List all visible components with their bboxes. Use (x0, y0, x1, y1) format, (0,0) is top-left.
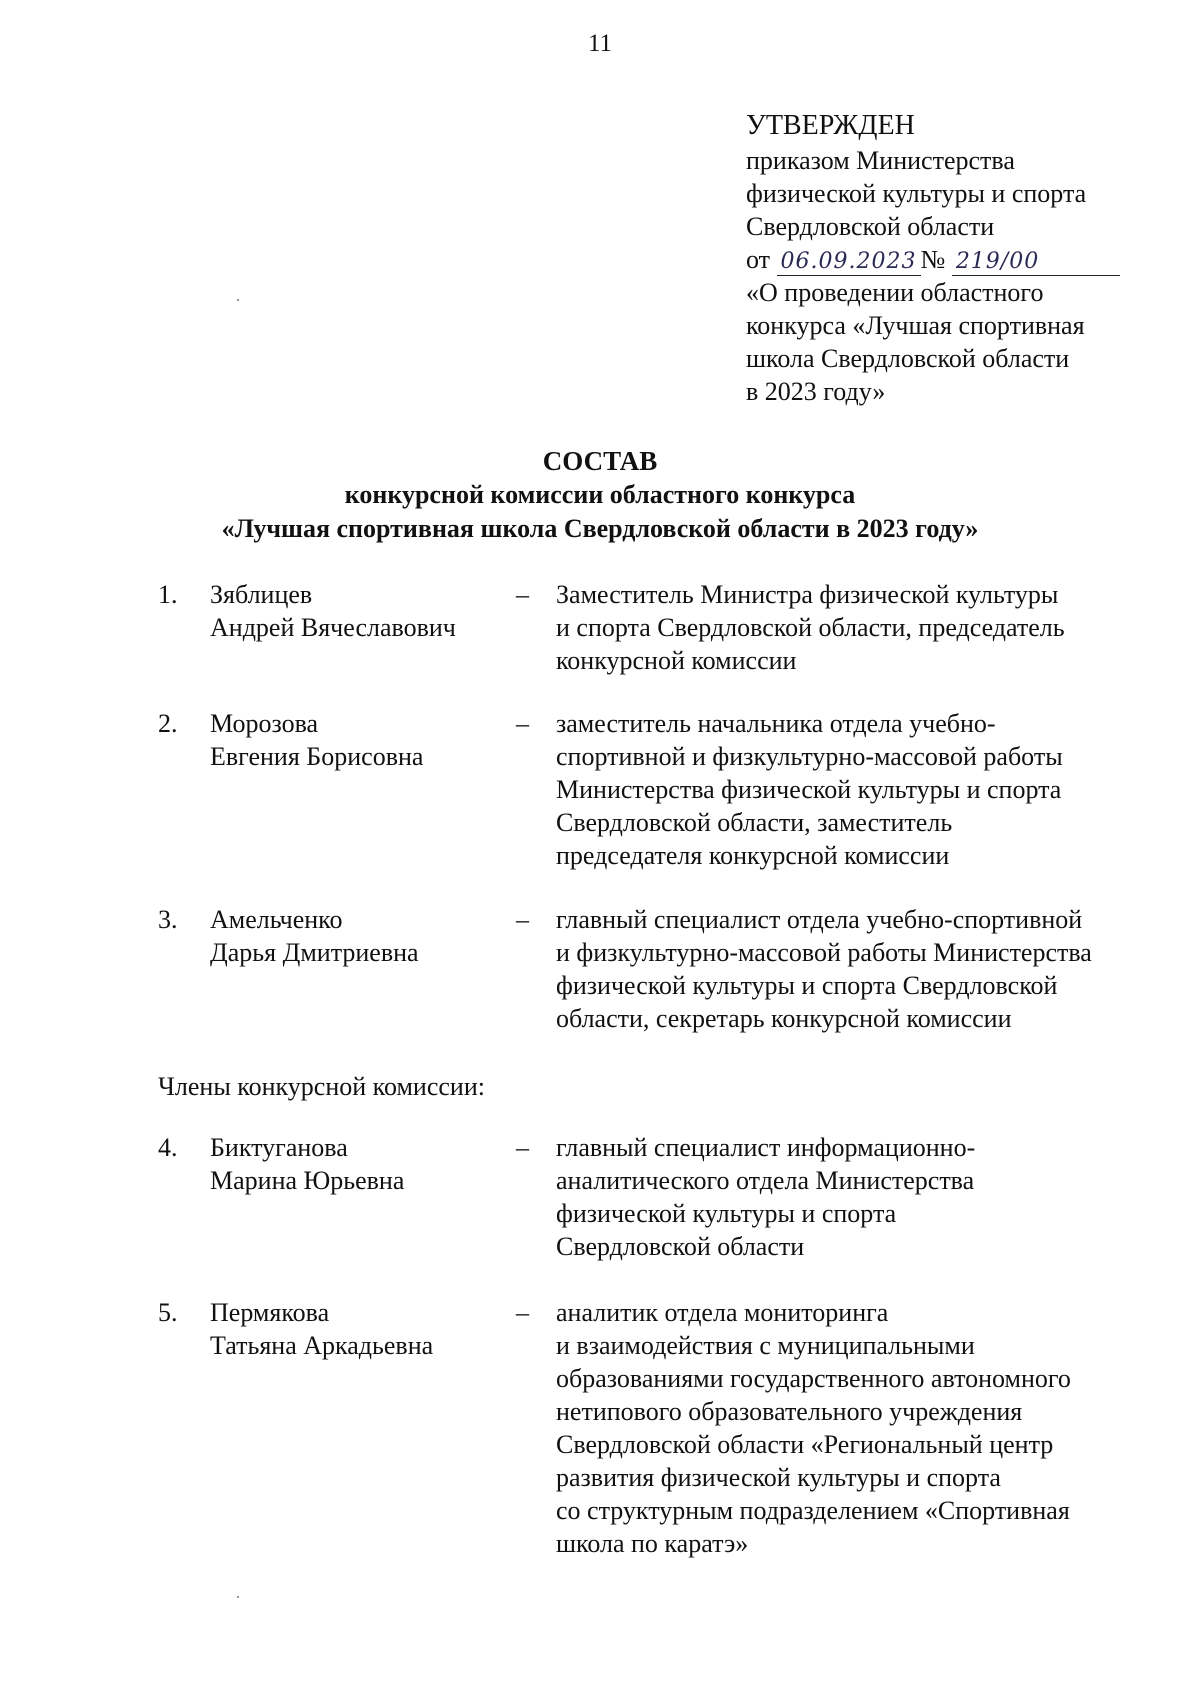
member-given-names: Татьяна Аркадьевна (210, 1331, 434, 1360)
role-line: Свердловской области, заместитель (556, 808, 953, 837)
entry-dash: – (516, 905, 529, 934)
entry-number: 4. (158, 1133, 178, 1162)
member-surname: Пермякова (210, 1298, 330, 1327)
role-line: со структурным подразделением «Спортивная (556, 1496, 1070, 1525)
member-surname: Биктуганова (210, 1133, 348, 1162)
role-line: спортивной и физкультурно-массовой работы (556, 742, 1063, 771)
page-number: 11 (587, 30, 613, 57)
title-line: конкурсной комиссии областного конкурса (344, 480, 856, 509)
entry-dash: – (516, 709, 529, 738)
scan-speck (237, 1596, 239, 1598)
role-line: председателя конкурсной комиссии (556, 841, 950, 870)
role-line: развития физической культуры и спорта (556, 1463, 1001, 1492)
role-line: и физкультурно-массовой работы Министерства (556, 938, 1092, 967)
member-role (556, 578, 1156, 677)
title-line: СОСТАВ (542, 446, 658, 476)
member-given-names: Андрей Вячеславович (210, 613, 456, 642)
date-prefix: от (746, 245, 771, 274)
role-line: аналитического отдела Министерства (556, 1166, 975, 1195)
role-line: конкурсной комиссии (556, 646, 797, 675)
entry-dash: – (516, 580, 529, 609)
entry-dash: – (516, 1133, 529, 1162)
member-role (556, 1131, 1156, 1263)
member-role (556, 707, 1156, 872)
role-line: Министерства физической культуры и спорта (556, 775, 1062, 804)
role-line: главный специалист отдела учебно-спортивной (556, 905, 1083, 934)
approval-line: приказом Министерства (746, 146, 1015, 175)
title-line: «Лучшая спортивная школа Свердловской области в 2023 году» (221, 514, 979, 543)
role-line: заместитель начальника отдела учебно- (556, 709, 996, 738)
member-surname: Амельченко (210, 905, 343, 934)
entry-number: 2. (158, 709, 178, 738)
role-line: физической культуры и спорта (556, 1199, 897, 1228)
member-role (556, 903, 1156, 1035)
member-given-names: Евгения Борисовна (210, 742, 424, 771)
role-line: физической культуры и спорта Свердловской (556, 971, 1058, 1000)
member-name (210, 707, 510, 773)
role-line: нетипового образовательного учреждения (556, 1397, 1023, 1426)
approval-line: физической культуры и спорта (746, 179, 1087, 208)
role-line: аналитик отдела мониторинга (556, 1298, 889, 1327)
member-role (556, 1296, 1156, 1560)
entry-number: 3. (158, 905, 178, 934)
handwritten-order-number: 219/00 (952, 249, 1120, 276)
approval-date-line (746, 243, 1166, 276)
role-line: Заместитель Министра физической культуры (556, 580, 1059, 609)
member-surname: Зяблицев (210, 580, 313, 609)
approval-line: Свердловской области (746, 212, 995, 241)
entry-number: 1. (158, 580, 178, 609)
role-line: и взаимодействия с муниципальными (556, 1331, 975, 1360)
approval-subject-line: «О проведении областного (746, 278, 1044, 307)
member-name (210, 903, 510, 969)
approval-subject-line: конкурса «Лучшая спортивная (746, 311, 1085, 340)
scan-speck (237, 299, 239, 301)
members-label: Члены конкурсной комиссии: (158, 1072, 485, 1101)
role-line: школа по каратэ» (556, 1529, 749, 1558)
member-name (210, 578, 510, 644)
approval-block (746, 108, 1166, 408)
member-name (210, 1296, 510, 1362)
handwritten-date: 06.09.2023 (777, 249, 921, 276)
member-surname: Морозова (210, 709, 319, 738)
role-line: и спорта Свердловской области, председатель (556, 613, 1065, 642)
role-line: Свердловской области (556, 1232, 805, 1261)
entry-dash: – (516, 1298, 529, 1327)
number-prefix: № (920, 245, 946, 274)
approval-heading: УТВЕРЖДЕН (746, 110, 915, 141)
approval-subject-line: школа Свердловской области (746, 344, 1070, 373)
approval-subject-line: в 2023 году» (746, 377, 886, 406)
entry-number: 5. (158, 1298, 178, 1327)
role-line: главный специалист информационно- (556, 1133, 976, 1162)
member-given-names: Марина Юрьевна (210, 1166, 405, 1195)
document-title (0, 444, 1200, 546)
member-given-names: Дарья Дмитриевна (210, 938, 419, 967)
role-line: образованиями государственного автономного (556, 1364, 1071, 1393)
member-name (210, 1131, 510, 1197)
role-line: Свердловской области «Региональный центр (556, 1430, 1054, 1459)
role-line: области, секретарь конкурсной комиссии (556, 1004, 1012, 1033)
